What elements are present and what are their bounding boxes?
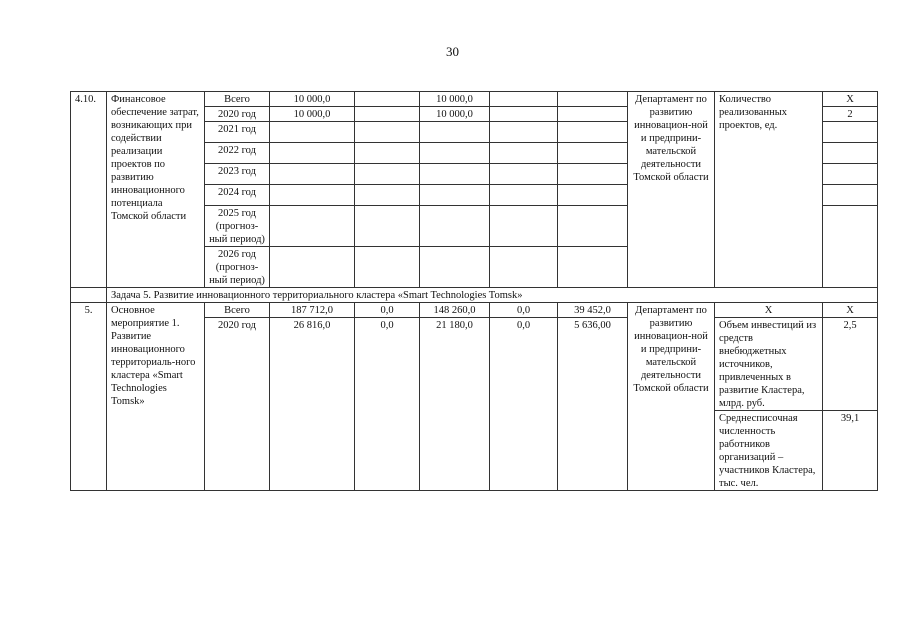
regional-cell [420, 247, 490, 288]
indicator-value: Х [823, 92, 878, 107]
municipal-cell [490, 247, 558, 288]
year-label: Всего [205, 92, 270, 107]
indicator-value: Х [823, 303, 878, 318]
indicator-value: 2,5 [823, 318, 878, 411]
year-label: 2022 год [205, 143, 270, 164]
page-number: 30 [446, 44, 459, 59]
year-label: 2024 год [205, 185, 270, 206]
indicator-name: Среднесписочная численность работников организаций – участников Кластера, тыс. чел. [715, 411, 823, 491]
task-spacer [71, 288, 107, 303]
total-cell: 26 816,0 [270, 318, 355, 491]
indicator-value [823, 143, 878, 164]
year-label: 2023 год [205, 164, 270, 185]
executor: Департамент по развитию инновацион-ной и предприни-мательской деятельности Томской области [628, 303, 715, 491]
federal-cell [355, 247, 420, 288]
total-cell [270, 247, 355, 288]
federal-cell [355, 92, 420, 107]
regional-cell [420, 143, 490, 164]
year-label: 2020 год [205, 107, 270, 122]
year-label: 2026 год (прогноз-ный период) [205, 247, 270, 288]
indicator-value [823, 185, 878, 206]
indicator-value [823, 122, 878, 143]
program-table [70, 91, 878, 491]
total-cell: 10 000,0 [270, 107, 355, 122]
municipal-cell [490, 143, 558, 164]
regional-cell: 148 260,0 [420, 303, 490, 318]
indicator-name: Количество реализованных проектов, ед. [715, 92, 823, 288]
year-label: 2020 год [205, 318, 270, 491]
regional-cell [420, 164, 490, 185]
executor: Департамент по развитию инновацион-ной и предприни-мательской деятельности Томской области [628, 92, 715, 288]
municipal-cell [490, 92, 558, 107]
indicator-name: Объем инвестиций из средств внебюджетных источников, привлеченных в развитие Кластера, млрд. руб. [715, 318, 823, 411]
indicator-value [823, 206, 878, 288]
regional-cell [420, 122, 490, 143]
federal-cell [355, 143, 420, 164]
regional-cell [420, 206, 490, 247]
total-cell [270, 122, 355, 143]
extrabudget-cell: 5 636,00 [558, 318, 628, 491]
year-label: Всего [205, 303, 270, 318]
municipal-cell [490, 206, 558, 247]
indicator-name: Х [715, 303, 823, 318]
task-heading: Задача 5. Развитие инновационного территориального кластера «Smart Technologies Tomsk» [107, 288, 878, 303]
federal-cell [355, 164, 420, 185]
municipal-cell [490, 185, 558, 206]
total-cell: 10 000,0 [270, 92, 355, 107]
indicator-value: 2 [823, 107, 878, 122]
activity-name: Основное мероприятие 1. Развитие инновационного территориаль-ного кластера «Smart Technologies Tomsk» [107, 303, 205, 491]
extrabudget-cell [558, 122, 628, 143]
regional-cell: 10 000,0 [420, 92, 490, 107]
total-cell: 187 712,0 [270, 303, 355, 318]
year-label: 2025 год (прогноз-ный период) [205, 206, 270, 247]
extrabudget-cell [558, 164, 628, 185]
table-row [71, 92, 878, 107]
federal-cell [355, 122, 420, 143]
total-cell [270, 206, 355, 247]
total-cell [270, 185, 355, 206]
federal-cell: 0,0 [355, 318, 420, 491]
year-label: 2021 год [205, 122, 270, 143]
row-number: 4.10. [71, 92, 107, 288]
extrabudget-cell [558, 143, 628, 164]
extrabudget-cell: 39 452,0 [558, 303, 628, 318]
extrabudget-cell [558, 92, 628, 107]
regional-cell: 21 180,0 [420, 318, 490, 491]
municipal-cell [490, 107, 558, 122]
regional-cell: 10 000,0 [420, 107, 490, 122]
activity-name: Финансовое обеспечение затрат, возникающих при содействии реализации проектов по развитию инновационного потенциала Томской области [107, 92, 205, 288]
municipal-cell: 0,0 [490, 303, 558, 318]
federal-cell [355, 206, 420, 247]
municipal-cell [490, 164, 558, 185]
regional-cell [420, 185, 490, 206]
task-row [71, 288, 878, 303]
federal-cell [355, 107, 420, 122]
extrabudget-cell [558, 185, 628, 206]
municipal-cell [490, 122, 558, 143]
extrabudget-cell [558, 206, 628, 247]
indicator-value: 39,1 [823, 411, 878, 491]
federal-cell [355, 185, 420, 206]
federal-cell: 0,0 [355, 303, 420, 318]
extrabudget-cell [558, 247, 628, 288]
total-cell [270, 143, 355, 164]
municipal-cell: 0,0 [490, 318, 558, 491]
total-cell [270, 164, 355, 185]
indicator-value [823, 164, 878, 185]
extrabudget-cell [558, 107, 628, 122]
row-number: 5. [71, 303, 107, 491]
table-row [71, 303, 878, 318]
